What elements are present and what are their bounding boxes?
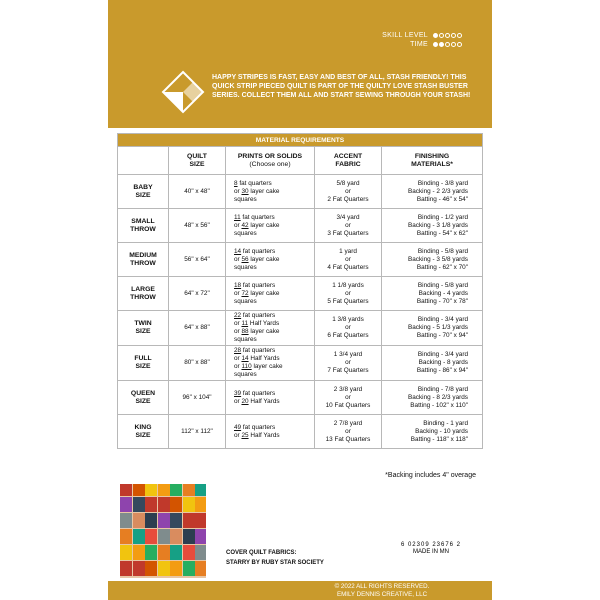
cover-quilt-patch — [133, 513, 145, 528]
accent-fabric: 2 3/8 yard or 10 Fat Quarters — [315, 381, 382, 415]
time-label: TIME — [410, 41, 428, 48]
cover-quilt-patch — [195, 561, 206, 576]
finishing-materials: Binding - 1/2 yard Backing - 3 1/8 yards Batting - 54" x 62" — [382, 209, 483, 243]
cover-quilt-patch — [195, 513, 206, 528]
accent-fabric: 5/8 yard or 2 Fat Quarters — [315, 175, 382, 209]
copyright — [302, 583, 462, 599]
quilt-size: 64" x 88" — [169, 311, 226, 346]
quilt-size: 40" x 48" — [169, 175, 226, 209]
quilt-size: 48" x 56" — [169, 209, 226, 243]
table-row — [118, 381, 483, 415]
header-accent: ACCENT FABRIC — [315, 147, 382, 175]
cover-quilt-patch — [158, 513, 170, 528]
quilty-love-logo-icon — [161, 70, 205, 114]
rating-dot — [457, 33, 462, 38]
rating-dot — [433, 33, 438, 38]
table-row — [118, 277, 483, 311]
header-quilt-size: QUILT SIZE — [169, 147, 226, 175]
rating-dot — [445, 42, 450, 47]
finishing-materials: Binding - 1 yard Backing - 10 yards Batting - 118" x 118" — [382, 415, 483, 449]
cover-quilt-patch — [170, 561, 182, 576]
size-name: QUEEN SIZE — [118, 381, 169, 415]
quilt-size: 56" x 64" — [169, 243, 226, 277]
table-header-row — [118, 147, 483, 175]
cover-quilt-patch — [170, 484, 182, 496]
intro-text: HAPPY STRIPES IS FAST, EASY AND BEST OF ALL, STASH FRIENDLY! THIS QUICK STRIP PIECED QUILT IS PART OF THE QUILTY LOVE STASH BUSTER SERIES. COLLECT THEM ALL AND START SEWING THROUGH YOUR STASH! — [212, 74, 471, 99]
table-row — [118, 311, 483, 346]
finishing-materials: Binding - 7/8 yard Backing - 8 2/3 yards Batting - 102" x 110" — [382, 381, 483, 415]
rating-dot — [439, 33, 444, 38]
table-row — [118, 175, 483, 209]
cover-quilt-patch — [120, 545, 132, 560]
cover-quilt-patch — [145, 513, 157, 528]
quilt-size: 96" x 104" — [169, 381, 226, 415]
quilt-size: 80" x 88" — [169, 346, 226, 381]
size-name: FULL SIZE — [118, 346, 169, 381]
cover-fabric-label: COVER QUILT FABRICS: — [226, 550, 297, 556]
cover-quilt-patch — [170, 497, 182, 512]
header-blank — [118, 147, 169, 175]
size-name: MEDIUM THROW — [118, 243, 169, 277]
cover-quilt-patch — [145, 561, 157, 576]
cover-quilt-patch — [145, 529, 157, 544]
cover-quilt-patch — [183, 545, 195, 560]
accent-fabric: 1 3/4 yard or 7 Fat Quarters — [315, 346, 382, 381]
skill-level-label: SKILL LEVEL — [382, 32, 428, 39]
cover-quilt-patch — [183, 497, 195, 512]
prints-requirement: 14 fat quarters or 56 layer cake squares — [226, 243, 315, 277]
rating-dot — [445, 33, 450, 38]
prints-requirement: 49 fat quarters or 25 Half Yards — [226, 415, 315, 449]
backing-note: *Backing includes 4" overage — [385, 472, 476, 479]
prints-requirement: 39 fat quarters or 20 Half Yards — [226, 381, 315, 415]
cover-quilt-patch — [195, 484, 206, 496]
size-name: KING SIZE — [118, 415, 169, 449]
size-name: TWIN SIZE — [118, 311, 169, 346]
header-prints: PRINTS OR SOLIDS (Choose one) — [226, 147, 315, 175]
cover-quilt-patch — [195, 545, 206, 560]
cover-quilt-patch — [170, 513, 182, 528]
quilt-size: 112" x 112" — [169, 415, 226, 449]
finishing-materials: Binding - 3/4 yard Backing - 8 yards Batting - 86" x 94" — [382, 346, 483, 381]
prints-requirement: 11 fat quarters or 42 layer cake squares — [226, 209, 315, 243]
size-name: SMALL THROW — [118, 209, 169, 243]
table-row — [118, 415, 483, 449]
cover-quilt-patch — [145, 545, 157, 560]
size-name: BABY SIZE — [118, 175, 169, 209]
accent-fabric: 1 3/8 yards or 6 Fat Quarters — [315, 311, 382, 346]
barcode-bars — [391, 488, 471, 542]
cover-quilt-patch — [120, 513, 132, 528]
prints-requirement: 22 fat quarters or 11 Half Yards or 88 layer cake squares — [226, 311, 315, 346]
table-row — [118, 209, 483, 243]
footer-band — [108, 581, 492, 600]
pattern-back-cover — [108, 0, 492, 600]
cover-quilt-patch — [133, 545, 145, 560]
cover-quilt-patch — [133, 484, 145, 496]
cover-fabric-name: STARRY BY RUBY STAR SOCIETY — [226, 560, 324, 566]
cover-quilt-patch — [183, 513, 195, 528]
finishing-materials: Binding - 5/8 yard Backing - 3 5/8 yards Batting - 62" x 70" — [382, 243, 483, 277]
cover-quilt-patch — [158, 484, 170, 496]
table-title: MATERIAL REQUIREMENTS — [118, 134, 483, 147]
header-finishing: FINISHING MATERIALS* — [382, 147, 483, 175]
prints-requirement: 8 fat quarters or 30 layer cake squares — [226, 175, 315, 209]
accent-fabric: 1 1/8 yards or 5 Fat Quarters — [315, 277, 382, 311]
cover-quilt-patch — [145, 497, 157, 512]
accent-fabric: 3/4 yard or 3 Fat Quarters — [315, 209, 382, 243]
cover-quilt-patch — [145, 484, 157, 496]
made-in-label: MADE IN MN — [413, 549, 449, 555]
company-name: EMILY DENNIS CREATIVE, LLC — [336, 591, 428, 598]
rating-dot — [451, 33, 456, 38]
prints-requirement: 18 fat quarters or 72 layer cake squares — [226, 277, 315, 311]
finishing-materials: Binding - 5/8 yard Backing - 4 yards Batting - 70" x 78" — [382, 277, 483, 311]
table-row — [118, 346, 483, 381]
cover-quilt-patch — [170, 529, 182, 544]
cover-quilt-patch — [133, 497, 145, 512]
accent-fabric: 1 yard or 4 Fat Quarters — [315, 243, 382, 277]
cover-quilt-patch — [158, 529, 170, 544]
cover-quilt-patch — [183, 529, 195, 544]
barcode-number: 6 02309 23676 2 — [400, 542, 462, 548]
barcode — [391, 488, 471, 555]
cover-quilt-patch — [195, 529, 206, 544]
cover-quilt-patch — [120, 561, 132, 576]
cover-quilt-patch — [120, 484, 132, 496]
prints-requirement: 28 fat quarters or 14 Half Yards or 110 layer cake squares — [226, 346, 315, 381]
skill-rating — [382, 32, 462, 50]
rating-dot — [433, 42, 438, 47]
material-requirements-table — [117, 133, 483, 449]
cover-quilt-patch — [133, 529, 145, 544]
table-row — [118, 243, 483, 277]
time-row — [382, 41, 462, 48]
accent-fabric: 2 7/8 yard or 13 Fat Quarters — [315, 415, 382, 449]
header-band — [108, 0, 492, 128]
rating-dot — [439, 42, 444, 47]
cover-quilt-patch — [183, 561, 195, 576]
cover-quilt-patch — [120, 529, 132, 544]
size-name: LARGE THROW — [118, 277, 169, 311]
cover-quilt-patch — [133, 561, 145, 576]
skill-level-row — [382, 32, 462, 39]
finishing-materials: Binding - 3/4 yard Backing - 5 1/3 yards Batting - 70" x 94" — [382, 311, 483, 346]
copyright-line: © 2022 ALL RIGHTS RESERVED. — [334, 583, 430, 590]
quilt-size: 64" x 72" — [169, 277, 226, 311]
cover-quilt-patch — [120, 497, 132, 512]
cover-fabric-info — [226, 548, 324, 568]
rating-dot — [451, 42, 456, 47]
cover-quilt-patch — [158, 497, 170, 512]
cover-quilt-patch — [195, 497, 206, 512]
cover-quilt-patch — [170, 545, 182, 560]
rating-dot — [457, 42, 462, 47]
cover-quilt-patch — [158, 545, 170, 560]
cover-quilt-patch — [183, 484, 195, 496]
cover-quilt-patch — [158, 561, 170, 576]
cover-quilt-image — [120, 484, 206, 578]
finishing-materials: Binding - 3/8 yard Backing - 2 2/3 yards Batting - 46" x 54" — [382, 175, 483, 209]
